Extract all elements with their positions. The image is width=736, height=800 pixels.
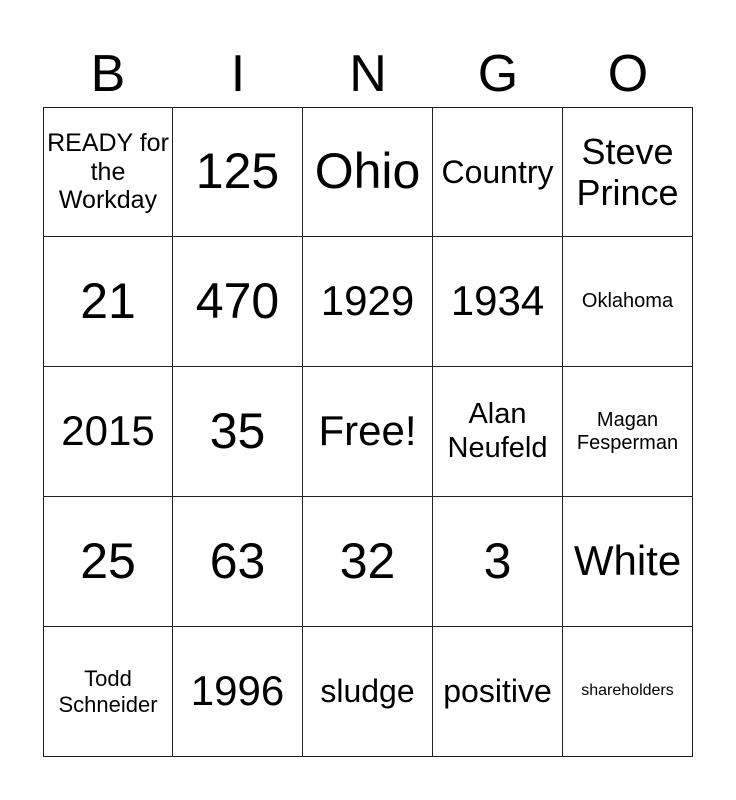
bingo-cell[interactable]: Ohio bbox=[303, 107, 433, 237]
bingo-cell[interactable]: 3 bbox=[433, 497, 563, 627]
bingo-cell[interactable]: 35 bbox=[173, 367, 303, 497]
free-space-cell[interactable]: Free! bbox=[303, 367, 433, 497]
bingo-cell[interactable]: Todd Schneider bbox=[43, 627, 173, 757]
bingo-cell[interactable]: 2015 bbox=[43, 367, 173, 497]
bingo-cell[interactable]: White bbox=[563, 497, 693, 627]
bingo-cell[interactable]: 25 bbox=[43, 497, 173, 627]
header-letter-b: B bbox=[90, 45, 126, 103]
bingo-cell[interactable]: Magan Fesperman bbox=[563, 367, 693, 497]
header-letter-n: N bbox=[349, 45, 387, 103]
bingo-cell[interactable]: 1929 bbox=[303, 237, 433, 367]
bingo-cell[interactable]: 21 bbox=[43, 237, 173, 367]
header-letter-i: I bbox=[230, 45, 246, 103]
bingo-cell[interactable]: 1934 bbox=[433, 237, 563, 367]
bingo-cell[interactable]: Steve Prince bbox=[563, 107, 693, 237]
bingo-cell[interactable]: Alan Neufeld bbox=[433, 367, 563, 497]
bingo-cell[interactable]: 63 bbox=[173, 497, 303, 627]
bingo-board bbox=[43, 107, 693, 757]
bingo-cell[interactable]: Oklahoma bbox=[563, 237, 693, 367]
header-letter-g: G bbox=[477, 45, 519, 103]
bingo-header bbox=[43, 40, 693, 108]
bingo-cell[interactable]: positive bbox=[433, 627, 563, 757]
bingo-cell[interactable]: 470 bbox=[173, 237, 303, 367]
bingo-cell[interactable]: Country bbox=[433, 107, 563, 237]
bingo-cell[interactable]: sludge bbox=[303, 627, 433, 757]
bingo-cell[interactable]: 125 bbox=[173, 107, 303, 237]
bingo-cell[interactable]: shareholders bbox=[563, 627, 693, 757]
bingo-cell[interactable]: READY for the Workday bbox=[43, 107, 173, 237]
bingo-cell[interactable]: 32 bbox=[303, 497, 433, 627]
header-letter-o: O bbox=[607, 45, 649, 103]
bingo-cell[interactable]: 1996 bbox=[173, 627, 303, 757]
